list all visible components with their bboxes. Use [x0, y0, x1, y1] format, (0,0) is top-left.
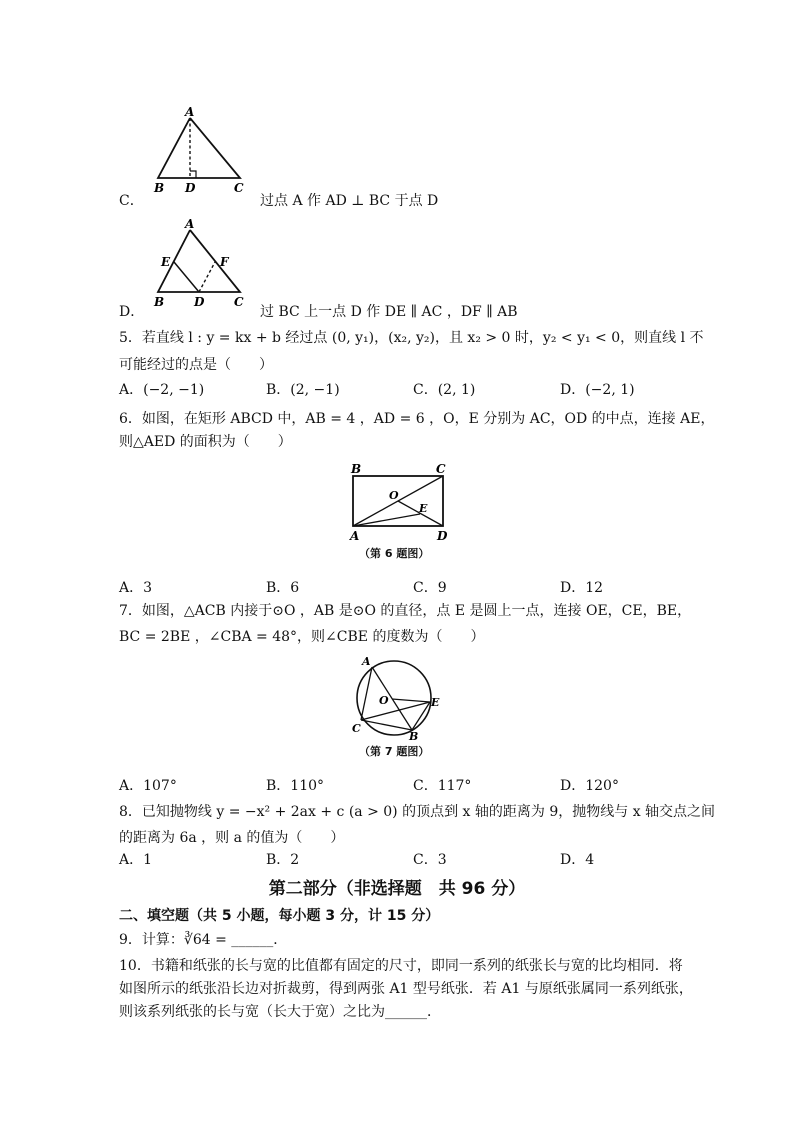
- q9-stem: 9．计算：∛64 = ______．: [119, 932, 288, 948]
- q7-option-b[interactable]: B．110°: [266, 778, 325, 794]
- q10-stem-line2: 如图所示的纸张沿长边对折裁剪，得到两张 A1 型号纸张．若 A1 与原纸张属同一系列纸张，: [119, 981, 693, 997]
- q7-option-a[interactable]: A．107°: [119, 778, 177, 794]
- fig-label: B: [154, 295, 165, 309]
- fig-label: O: [379, 694, 389, 707]
- fig-label: E: [419, 502, 428, 515]
- fig-label: D: [185, 181, 196, 195]
- q6-stem-line1: 6．如图，在矩形 ABCD 中，AB = 4 ，AD = 6 ，O，E 分别为 AC，OD 的中点，连接 AE，: [119, 411, 715, 427]
- fig-label: A: [185, 217, 195, 231]
- q6-figure: [345, 460, 451, 542]
- fig-label: E: [431, 696, 440, 709]
- q6-option-c[interactable]: C．9: [413, 580, 447, 596]
- q10-stem-line3: 则该系列纸张的长与宽（长大于宽）之比为______．: [119, 1004, 441, 1020]
- q5-option-a[interactable]: A．(−2, −1): [119, 382, 205, 398]
- section-two-heading: 二、填空题（共 5 小题，每小题 3 分，计 15 分）: [119, 908, 440, 924]
- q4-figure-d: [150, 216, 250, 312]
- q5-stem-line1: 5．若直线 l : y = kx + b 经过点 (0, y₁)，(x₂, y₂)，且 x₂ > 0 时，y₂ < y₁ < 0，则直线 l 不: [119, 330, 704, 346]
- q10-stem-line1: 10．书籍和纸张的长与宽的比值都有固定的尺寸，即同一系列的纸张长与宽的比均相同．将: [119, 958, 683, 974]
- q8-option-d[interactable]: D．4: [560, 852, 595, 868]
- q8-option-c[interactable]: C．3: [413, 852, 447, 868]
- fig-label: C: [436, 462, 446, 476]
- q5-option-c[interactable]: C．(2, 1): [413, 382, 476, 398]
- q6-option-a[interactable]: A．3: [119, 580, 153, 596]
- q7-stem-line1: 7．如图，△ACB 内接于⊙O ，AB 是⊙O 的直径，点 E 是圆上一点，连接 OE，CE，BE，: [119, 603, 692, 619]
- q6-stem-line2: 则△AED 的面积为（ ）: [119, 434, 292, 450]
- fig-label: A: [350, 529, 360, 542]
- fig-label: B: [351, 462, 362, 476]
- q5-option-b[interactable]: B．(2, −1): [266, 382, 340, 398]
- q7-option-d[interactable]: D．120°: [560, 778, 619, 794]
- part-two-title: 第二部分（非选择题 共 96 分）: [268, 879, 526, 899]
- q7-figure-caption: （第 7 题图）: [359, 745, 430, 758]
- fig-label: C: [352, 722, 361, 735]
- q6-option-b[interactable]: B．6: [266, 580, 300, 596]
- q4-option-d-label[interactable]: D．: [119, 304, 145, 320]
- fig-label: E: [161, 255, 171, 269]
- fig-label: A: [362, 655, 371, 668]
- q5-stem-line2: 可能经过的点是（ ）: [119, 357, 273, 373]
- q5-option-d[interactable]: D．(−2, 1): [560, 382, 635, 398]
- fig-label: C: [234, 295, 244, 309]
- fig-label: A: [185, 105, 195, 119]
- q6-figure-caption: （第 6 题图）: [359, 547, 430, 560]
- q4-option-d-text: 过 BC 上一点 D 作 DE ∥ AC ，DF ∥ AB: [260, 304, 518, 320]
- fig-label: D: [437, 529, 448, 542]
- fig-label: F: [220, 255, 229, 269]
- q7-figure: [350, 654, 446, 740]
- q7-option-c[interactable]: C．117°: [413, 778, 472, 794]
- q8-option-a[interactable]: A．1: [119, 852, 153, 868]
- q7-stem-line2: BC = 2BE ，∠CBA = 48°，则∠CBE 的度数为（ ）: [119, 629, 485, 645]
- fig-label: C: [234, 181, 244, 195]
- q4-figure-c: [150, 104, 250, 200]
- q4-option-c-label[interactable]: C．: [119, 193, 144, 209]
- q8-stem-line2: 的距离为 6a ，则 a 的值为（ ）: [119, 830, 345, 846]
- q6-option-d[interactable]: D．12: [560, 580, 604, 596]
- q8-stem-line1: 8．已知抛物线 y = −x² + 2ax + c (a > 0) 的顶点到 x 轴的距离为 9，抛物线与 x 轴交点之间: [119, 804, 716, 820]
- q4-option-c-text: 过点 A 作 AD ⊥ BC 于点 D: [260, 193, 439, 209]
- fig-label: D: [194, 295, 205, 309]
- q8-option-b[interactable]: B．2: [266, 852, 300, 868]
- fig-label: B: [154, 181, 165, 195]
- fig-label: O: [389, 489, 399, 502]
- fig-label: B: [409, 730, 419, 740]
